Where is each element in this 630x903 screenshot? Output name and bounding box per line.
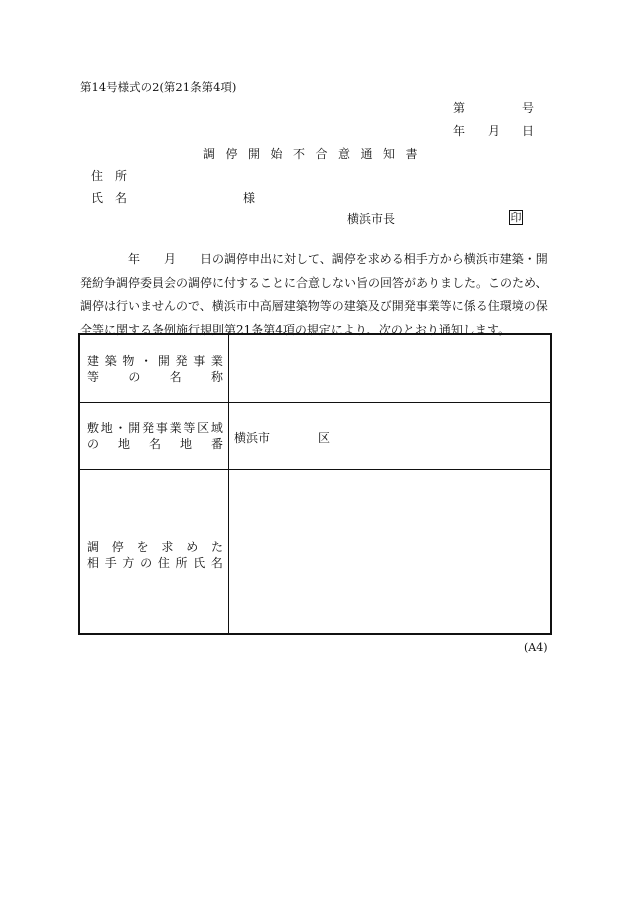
label-char: 事 bbox=[193, 354, 206, 368]
label-char: 等 bbox=[183, 421, 196, 435]
notice-body-text: 年 月 日の調停申出に対して、調停を求める相手方から横浜市建築・開発紛争調停委員会の調停に付することに合意しない旨の回答がありました。このため、調停は行いませんので、横浜市中高層建築物等の建築及び開発事業等に係る住環境の保全等に関する条例施行規則第21条第4項の規定により、次のとおり通知します。 bbox=[80, 252, 548, 337]
label-char: 地 bbox=[179, 437, 192, 451]
label-char: 開 bbox=[128, 421, 141, 435]
recipient-honorific: 様 bbox=[243, 191, 256, 205]
label-char: 業 bbox=[169, 421, 182, 435]
label-char: 名 bbox=[210, 556, 223, 570]
label-char: 業 bbox=[210, 354, 223, 368]
sender-mayor: 横浜市長 bbox=[347, 212, 396, 226]
label-line bbox=[87, 353, 223, 369]
table-row-divider bbox=[80, 469, 550, 470]
label-char: ・ bbox=[140, 354, 153, 368]
label-char: ・ bbox=[114, 421, 127, 435]
label-char: を bbox=[136, 540, 149, 554]
label-char: 地 bbox=[100, 421, 113, 435]
table-row-label-building-name bbox=[87, 353, 223, 385]
label-line bbox=[87, 539, 223, 555]
label-char: の bbox=[87, 437, 100, 451]
label-char: 調 bbox=[87, 540, 100, 554]
document-number-suffix: 号 bbox=[522, 101, 535, 115]
date-month-label: 月 bbox=[488, 124, 501, 138]
label-char: 所 bbox=[175, 556, 188, 570]
label-char: 区 bbox=[197, 421, 210, 435]
label-char: め bbox=[186, 540, 199, 554]
label-char: 域 bbox=[210, 421, 223, 435]
label-char: 名 bbox=[169, 370, 182, 384]
date-day-label: 日 bbox=[522, 124, 535, 138]
label-char: の bbox=[140, 556, 153, 570]
label-char: 停 bbox=[111, 540, 124, 554]
label-line bbox=[87, 369, 223, 385]
label-line bbox=[87, 420, 223, 436]
label-char: 称 bbox=[210, 370, 223, 384]
label-char: 手 bbox=[104, 556, 117, 570]
label-char: 氏 bbox=[193, 556, 206, 570]
notice-details-table bbox=[78, 333, 552, 635]
site-city-value: 横浜市 bbox=[234, 431, 271, 445]
label-char: 相 bbox=[87, 556, 100, 570]
label-line bbox=[87, 555, 223, 571]
paper-size-note: (A4) bbox=[524, 641, 548, 654]
label-char: 求 bbox=[161, 540, 174, 554]
label-char: 名 bbox=[148, 437, 161, 451]
label-char: 物 bbox=[122, 354, 135, 368]
label-char: た bbox=[210, 540, 223, 554]
document-number-prefix: 第 bbox=[453, 101, 466, 115]
label-line bbox=[87, 436, 223, 452]
label-char: 等 bbox=[87, 370, 100, 384]
label-char: 発 bbox=[142, 421, 155, 435]
date-year-label: 年 bbox=[453, 124, 466, 138]
label-char: 建 bbox=[87, 354, 100, 368]
form-number: 第14号様式の2(第21条第4項) bbox=[80, 80, 237, 94]
table-row-label-counterparty bbox=[87, 539, 223, 571]
document-title: 調停開始不合意通知書 bbox=[203, 147, 429, 161]
table-row-divider bbox=[80, 402, 550, 403]
recipient-address-label: 住所 bbox=[91, 169, 140, 183]
label-char: 番 bbox=[210, 437, 223, 451]
label-char: 方 bbox=[122, 556, 135, 570]
label-char: 地 bbox=[117, 437, 130, 451]
table-column-divider bbox=[228, 335, 229, 633]
label-char: 開 bbox=[157, 354, 170, 368]
label-char: 築 bbox=[104, 354, 117, 368]
table-row-label-site-address bbox=[87, 420, 223, 452]
label-char: 事 bbox=[155, 421, 168, 435]
label-char: 住 bbox=[157, 556, 170, 570]
site-ward-value: 区 bbox=[318, 431, 331, 445]
label-char: の bbox=[128, 370, 141, 384]
label-char: 敷 bbox=[87, 421, 100, 435]
seal-stamp: 印 bbox=[510, 211, 522, 224]
recipient-name-label: 氏名 bbox=[91, 191, 140, 205]
label-char: 発 bbox=[175, 354, 188, 368]
